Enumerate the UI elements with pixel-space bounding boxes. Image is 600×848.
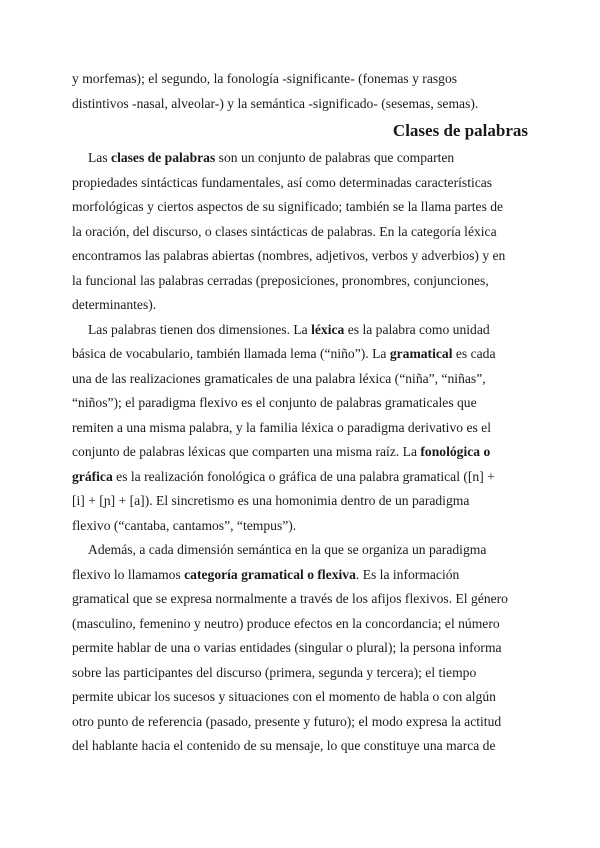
- term-grafica: gráfica: [72, 468, 113, 484]
- document-page: [72, 67, 528, 759]
- intro-line: distintivos -nasal, alveolar-) y la semántica -significado- (sesemas, semas).: [72, 95, 479, 111]
- term-gramatical: gramatical: [389, 346, 453, 361]
- term-clases-de-palabras: clases de palabras: [111, 150, 216, 165]
- term-categoria-gramatical: categoría gramatical o flexiva: [184, 566, 356, 582]
- paragraph-categoria: Además, a cada dimensión semántica en la que se organiza un paradigma flexivo lo llamamos categoría gramatical o flexiva. Es la información gramatical que se expresa normalmente a través de los afijos flexivos. El género (masculino, femenino y neutro) produce efectos en la concordancia; el número permite hablar de una o varias entidades (singular o plural); la persona informa sobre las participantes del discurso (primera, segunda y tercera); el tiempo permite ubicar los sucesos y situaciones con el momento de habla o con algún otro punto de referencia (pasado, presente y futuro); el modo expresa la actitud del hablante hacia el contenido de su mensaje, lo que constituye una marca de: [72, 542, 508, 753]
- intro-line: y morfemas); el segundo, la fonología -significante- (fonemas y rasgos: [72, 71, 458, 86]
- term-lexica: léxica: [311, 321, 345, 337]
- term-fonologica: fonológica o: [420, 444, 491, 459]
- paragraph-dimensiones: Las palabras tienen dos dimensiones. La léxica es la palabra como unidad básica de vocabulario, también llamada lema (“niño”). La gramatical es cada una de las realizaciones gramaticales de una palabra léxica (“niña”, “niñas”, “niños”); el paradigma flexivo es el conjunto de palabras gramaticales que remiten a una misma palabra, y la familia léxica o paradigma derivativo es el conjunto de palabras léxicas que comparten una misma raíz. La fonológica o gráfica es la realización fonológica o gráfica de una palabra gramatical ([n] + [i] + [ɲ] + [a]). El sincretismo es una homonimia dentro de un paradigma flexivo (“cantaba, cantamos”, “tempus”).: [72, 321, 496, 533]
- paragraph-clases: Las clases de palabras son un conjunto de palabras que comparten propiedades sintácticas fundamentales, así como determinadas características morfológicas y ciertos aspectos de su significado; también se la llama partes de la oración, del discurso, o clases sintácticas de palabras. En la categoría léxica encontramos las palabras abiertas (nombres, adjetivos, verbos y adverbios) y en la funcional las palabras cerradas (preposiciones, pronombres, conjunciones, determinantes).: [72, 150, 506, 312]
- section-title: Clases de palabras: [392, 121, 528, 140]
